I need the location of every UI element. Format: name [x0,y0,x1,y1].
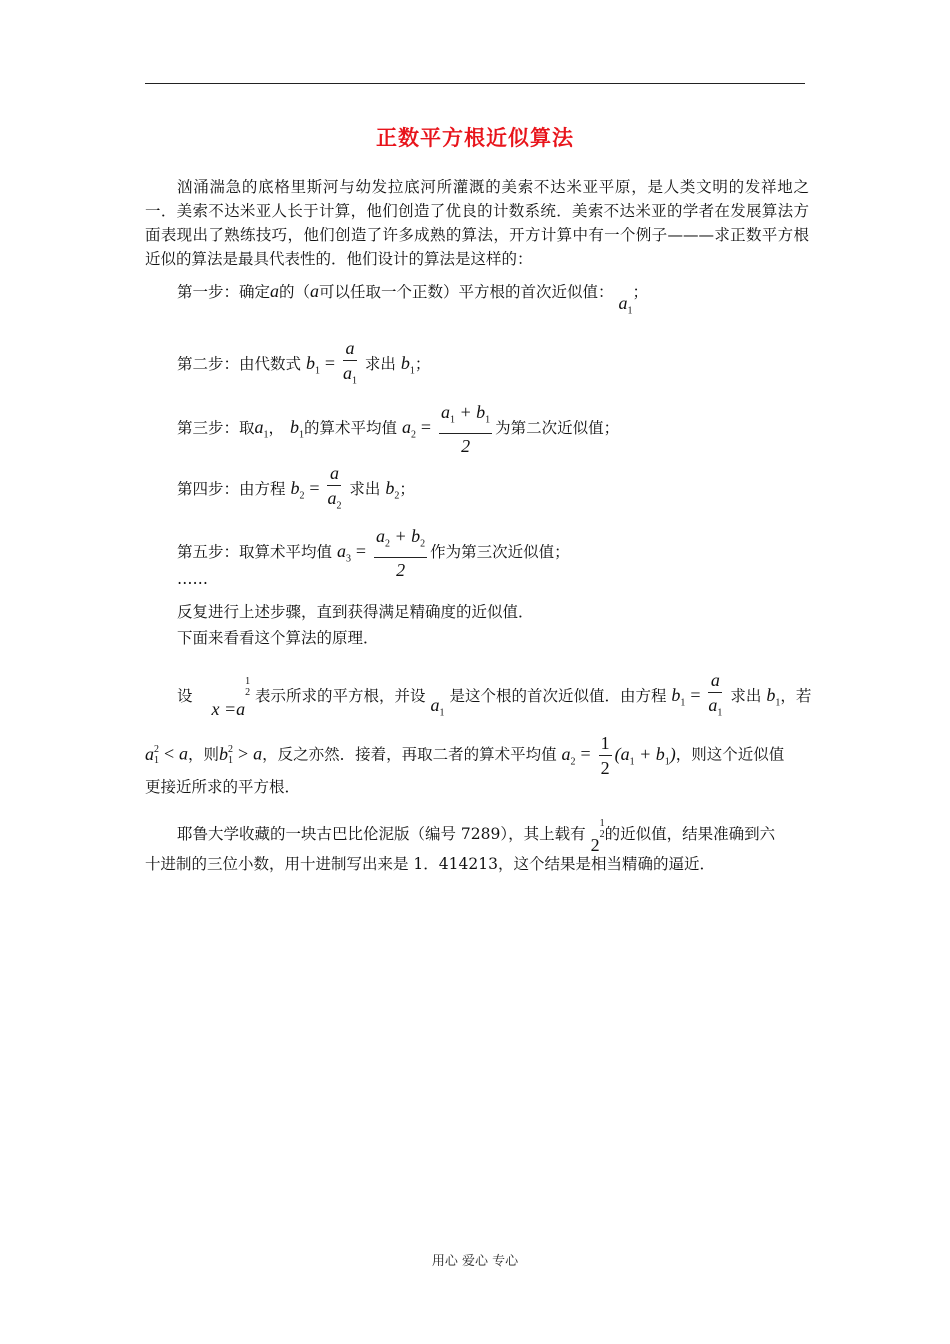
step-2: 第二步：由代数式 $b_1$ = $\frac{a}{a_1}$ 求出 $b_1$； [177,338,430,392]
fraction-a-over-a1: $\frac{a}{a_1}$ [342,338,357,387]
intro-paragraph: 汹涌湍急的底格里斯河与幼发拉底河所灌溉的美索不达米亚平原，是人类文明的发祥地之一．美索不达米亚人长于计算，他们创造了优良的计数系统．美索不达米亚的学者在发展算法方面表现出了熟练技巧，他们创造了许多成熟的算法，开方计算中有一个例子———求正数平方根近似的算法是最具代表性的．他们设计的算法是这样的： [145,178,809,268]
two-to-one-half: 2 1 2 [590,818,605,855]
step-5: 第五步：取算术平均值 $a_3$ = $\frac{a_2 + b_2}{2}$ 作为第三次近似值； [177,526,570,580]
page-title: 正数平方根近似算法 [376,125,574,150]
a2-symbol: $a_2$ [401,416,416,441]
a1-symbol: $a_1$ [618,293,633,317]
step-3: 第三步：取$a_1$， $b_1$的算术平均值 $a_2$ = $\frac{a_1 + b_1}{2}$ 为第二次近似值； [177,402,620,456]
x-equals-sqrt-a: x =a 1 2 [211,676,251,719]
condition-line: a 2 1 < a，则b 2 1 > a，反之亦然．接着，再取二者的算术平均值 $a_2$ = $\frac{1}{2}$ $(a_1 + b_1)$，则这个近似值 [145,733,785,778]
step-1: 第一步：确定a的（a可以任取一个正数）平方根的首次近似值： $a_1$； [177,281,648,317]
tablet-line: 耶鲁大学收藏的一块古巴比伦泥版（编号 7289），其上载有 2 1 2 的近似值，结果准确到六 [177,818,776,855]
principle-set: 设 x =a 1 2 表示所求的平方根，并设 $a_1$ 是这个根的首次近似值．由方程 $b_1$ = $\frac{a}{a_1}$ 求出 $b_1$，若 [177,670,812,719]
closer-text: 更接近所求的平方根． [145,778,301,796]
fraction-one-half: $\frac{1}{2}$ [600,733,610,778]
repeat-text: 反复进行上述步骤，直到获得满足精确度的近似值． [177,603,534,621]
principle-text: 下面来看看这个算法的原理． [177,629,379,647]
fraction-a1-plus-b1-over-2: $\frac{a_1 + b_1}{2}$ [441,402,491,456]
tablet-line-2: 十进制的三位小数，用十进制写出来是 1．414213，这个结果是相当精确的逼近． [145,855,715,873]
b1-symbol: $b_1$ [305,352,320,377]
fraction-a2-plus-b2-over-2: $\frac{a_2 + b_2}{2}$ [375,526,426,580]
step-4: 第四步：由方程 $b_2$ = $\frac{a}{a_2}$ 求出 $b_2$； [177,463,415,517]
fraction-a-over-a2: $\frac{a}{a_2}$ [327,463,342,512]
ellipsis: …… [177,570,208,588]
page-footer: 用心 爱心 专心 [431,1254,519,1269]
header-rule [145,83,805,84]
